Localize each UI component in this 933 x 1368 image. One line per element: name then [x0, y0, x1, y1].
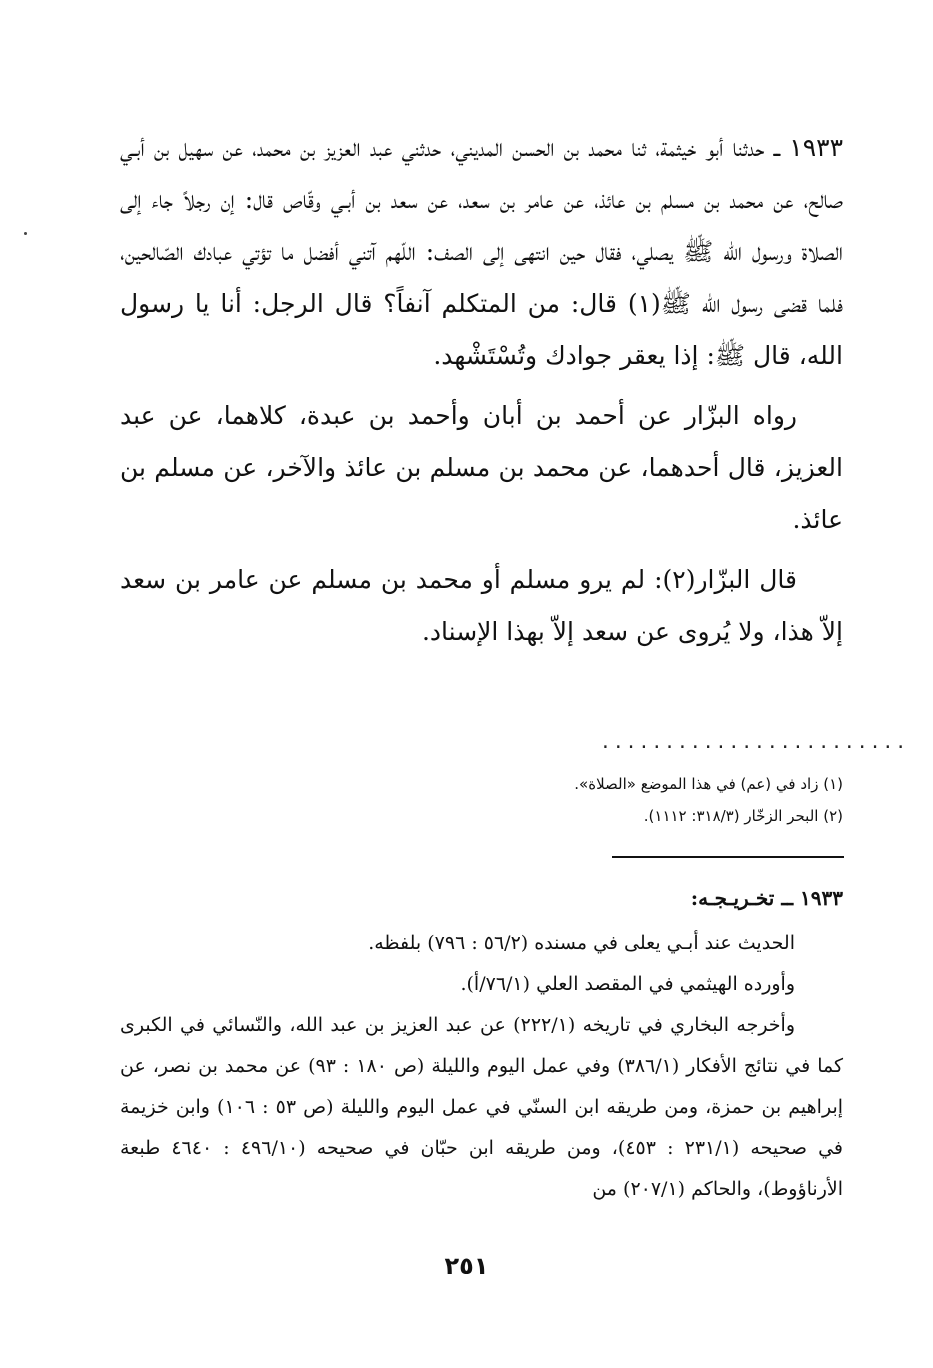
takhrij-section [120, 878, 843, 1210]
takhrij-heading: ١٩٣٣ ــ تخـريـجـه: [690, 886, 843, 910]
takhrij-paragraph: وأخرجه البخاري في تاريخه (٢٢٢/١) عن عبد العزيز بن عبد الله، والنّسائي في الكبرى كما في نتائج الأفكار (٣٨٦/١) وفي عمل اليوم والليلة (ص ١٨٠ : ٩٣) عن محمد بن نصر، عن إبراهيم بن حمزة، ومن طريقه ابن السنّي في عمل اليوم والليلة (ص ٥٣ : ١٠٦) وابن خزيمة في صحيحه (٢٣١/١ : ٤٥٣)، ومن طريقه ابن حبّان في صحيحه (٤٩٦/١٠ : ٤٦٤٠ طبعة الأرناؤوط)، والحاكم (٢٠٧/١) من [120, 1014, 844, 1200]
scan-speck [24, 232, 27, 235]
footnote-1: (١) زاد في (عم) في هذا الموضع «الصلاة». [574, 775, 843, 793]
hadith-paragraph: ١٩٣٣ ــ حدثنا أبو خيثمة، ثنا محمد بن الحسن المديني، حدثني عبد العزيز بن محمد، عن سهيل بن أبـي صالح، عن محمد بن مسلم بن عائذ، عن عامر بن سعد، عن سعد بن أبـي وقّاص قال: إن رجلاً جاء إلى الصلاة ورسول الله ﷺ يصلي، فقال حين انتهى إلى الصف: اللّهم آتني أفضل ما تؤتي عبادك الصّالحين، فلما قضى رسول الله ﷺ(١) قال: من المتكلم آنفاً؟ قال الرجل: أنا يا رسول الله، قال ﷺ: إذا يعقر جوادك وتُسْتَشْهد. [120, 133, 843, 370]
bazzar-paragraph: قال البزّار(٢): لم يرو مسلم أو محمد بن مسلم عن عامر بن سعد إلاّ هذا، ولا يُروى عن سعد إلاّ بهذا الإسناد. [120, 565, 843, 646]
footnote-separator: ........................ [600, 732, 909, 753]
hadith-text [120, 122, 843, 658]
takhrij-line-2: وأورده الهيثمي في المقصد العلي (٧٦/١/أ). [460, 973, 795, 995]
footnotes [120, 768, 843, 832]
takhrij-line-1: الحديث عند أبـي يعلى في مسنده (٥٦/٢ : ٧٩٦) بلفظه. [368, 932, 795, 954]
footnote-2: (٢) البحر الزخّار (٣١٨/٣: ١١١٢). [643, 807, 843, 825]
section-divider [612, 856, 844, 858]
page-number: ٢٥١ [444, 1252, 489, 1280]
narration-paragraph: رواه البزّار عن أحمد بن أبان وأحمد بن عبدة، كلاهما، عن عبد العزيز، قال أحدهما، عن محمد بن مسلم بن عائذ والآخر، عن مسلم بن عائذ. [120, 401, 843, 534]
